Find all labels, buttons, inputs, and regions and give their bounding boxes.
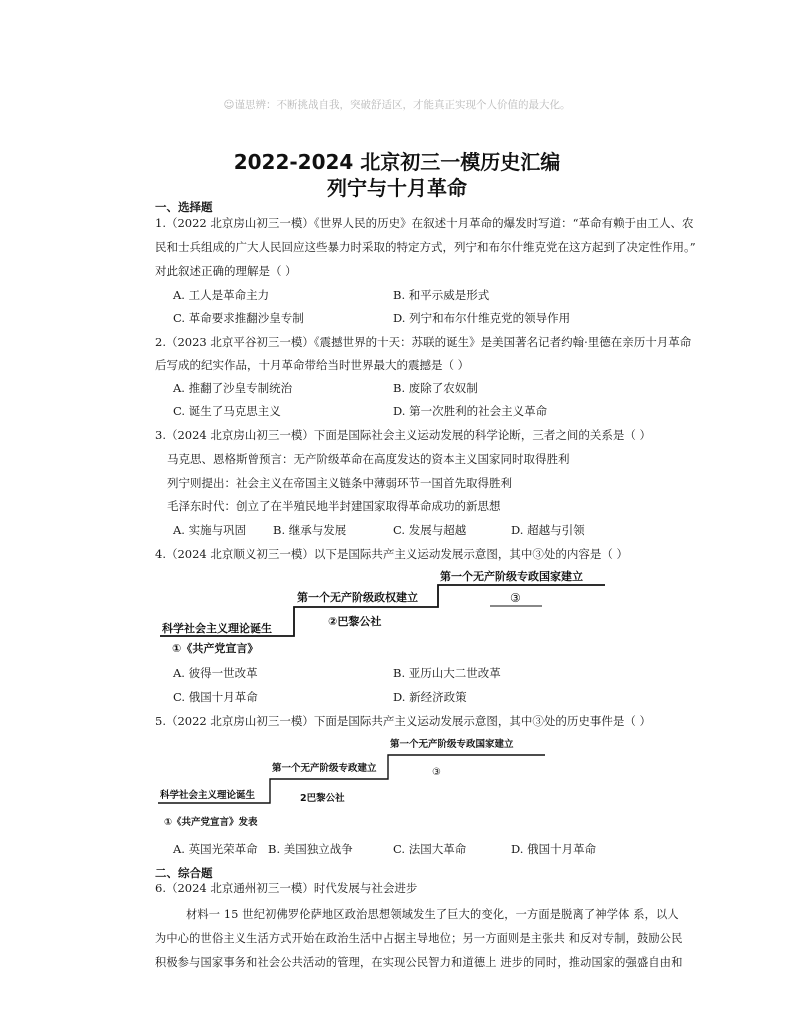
q4-step3-label: 第一个无产阶级专政国家建立: [440, 570, 583, 583]
q3-quote: 列宁则提出：社会主义在帝国主义链条中薄弱环节一国首先取得胜利: [167, 476, 512, 490]
q5-option-b[interactable]: B. 美国独立战争: [268, 842, 353, 856]
q4-step1-sub: ①《共产党宣言》: [172, 642, 259, 655]
q2-line: 后写成的纪实作品，十月革命带给当时世界最大的震撼是（ ）: [155, 358, 470, 372]
q5-option-c[interactable]: C. 法国大革命: [393, 842, 467, 856]
q4-step2-label: 第一个无产阶级政权建立: [297, 591, 418, 604]
q5-line: 5.（2022 北京房山初三一模）下面是国际共产主义运动发展示意图，其中③处的历史事件是（ ）: [155, 714, 652, 728]
q5-option-d[interactable]: D. 俄国十月革命: [511, 842, 597, 856]
q5-option-a[interactable]: A. 英国光荣革命: [173, 842, 258, 856]
q1-option-a[interactable]: A. 工人是革命主力: [173, 288, 270, 302]
q4-option-b[interactable]: B. 亚历山大二世改革: [393, 666, 501, 680]
q4-option-a[interactable]: A. 彼得一世改革: [173, 666, 258, 680]
q1-option-b[interactable]: B. 和平示威是形式: [393, 288, 490, 302]
q5-step2-label: 第一个无产阶级专政建立: [272, 763, 377, 774]
q3-quote: 毛泽东时代：创立了在半殖民地半封建国家取得革命成功的新思想: [167, 499, 501, 513]
q1-option-c[interactable]: C. 革命要求推翻沙皇专制: [173, 311, 304, 325]
q1-line: 对此叙述正确的理解是（ ）: [155, 264, 297, 278]
section-heading-choice: 一、选择题: [155, 200, 213, 214]
q6-line: 6.（2024 北京通州初三一模）时代发展与社会进步: [155, 881, 418, 895]
q3-option-c[interactable]: C. 发展与超越: [393, 523, 467, 537]
q3-option-d[interactable]: D. 超越与引领: [511, 523, 585, 537]
q6-material-line: 积极参与国家事务和社会公共活动的管理，在实现公民智力和道德上 进步的同时，推动国家的强盛自由和: [155, 956, 683, 969]
q6-material-line: 材料一 15 世纪初佛罗伦萨地区政治思想领域发生了巨大的变化，一方面是脱离了神学体 系，以人: [186, 908, 679, 921]
q5-step3-sub: ③: [432, 767, 441, 778]
q2-option-a[interactable]: A. 推翻了沙皇专制统治: [173, 381, 293, 395]
q4-option-d[interactable]: D. 新经济政策: [393, 690, 467, 704]
q3-option-a[interactable]: A. 实施与巩固: [173, 523, 247, 537]
header-motto: ☺谨思辨：不断挑战自我，突破舒适区，才能真正实现个人价值的最大化。: [223, 99, 571, 111]
q4-step1-label: 科学社会主义理论诞生: [162, 622, 272, 635]
q4-step2-sub: ②巴黎公社: [328, 615, 382, 628]
q6-material-line: 为中心的世俗主义生活方式开始在政治生活中占据主导地位；另一方面则是主张共 和反对专制，鼓励公民: [155, 932, 683, 945]
q1-option-d[interactable]: D. 列宁和布尔什维克党的领导作用: [393, 311, 571, 325]
section-heading-comprehensive: 二、综合题: [155, 866, 213, 880]
q5-step1-sub: ①《共产党宣言》发表: [164, 817, 258, 828]
q5-staircase-diagram: [150, 733, 550, 833]
q2-option-d[interactable]: D. 第一次胜利的社会主义革命: [393, 404, 548, 418]
q4-step3-sub: ③: [510, 591, 521, 605]
page-title: 2022-2024 北京初三一模历史汇编: [233, 150, 561, 174]
q5-step1-label: 科学社会主义理论诞生: [160, 790, 256, 801]
q4-option-c[interactable]: C. 俄国十月革命: [173, 690, 258, 704]
page-subtitle: 列宁与十月革命: [327, 176, 467, 200]
q2-option-c[interactable]: C. 诞生了马克思主义: [173, 404, 281, 418]
q5-step2-sub: 2巴黎公社: [300, 793, 345, 804]
q4-staircase-diagram: [150, 565, 620, 660]
q3-option-b[interactable]: B. 继承与发展: [273, 523, 347, 537]
q3-quote: 马克思、恩格斯曾预言：无产阶级革命在高度发达的资本主义国家同时取得胜利: [167, 452, 570, 466]
q5-step3-label: 第一个无产阶级专政国家建立: [390, 739, 514, 750]
q4-line: 4.（2024 北京顺义初三一模）以下是国际共产主义运动发展示意图，其中③处的内容是（ ）: [155, 547, 629, 561]
q2-option-b[interactable]: B. 废除了农奴制: [393, 381, 478, 395]
q3-line: 3.（2024 北京房山初三一模）下面是国际社会主义运动发展的科学论断，三者之间的关系是（ ）: [155, 428, 652, 442]
q2-line: 2.（2023 北京平谷初三一模）《震撼世界的十天：苏联的诞生》是美国著名记者约翰·里德在亲历十月革命: [155, 335, 692, 349]
q1-line: 1.（2022 北京房山初三一模）《世界人民的历史》在叙述十月革命的爆发时写道：“革命有赖于由工人、农: [155, 216, 694, 230]
q1-line: 民和士兵组成的广大人民回应这些暴力时采取的特定方式，列宁和布尔什维克党在这方起到了决定性作用。”: [155, 240, 696, 254]
